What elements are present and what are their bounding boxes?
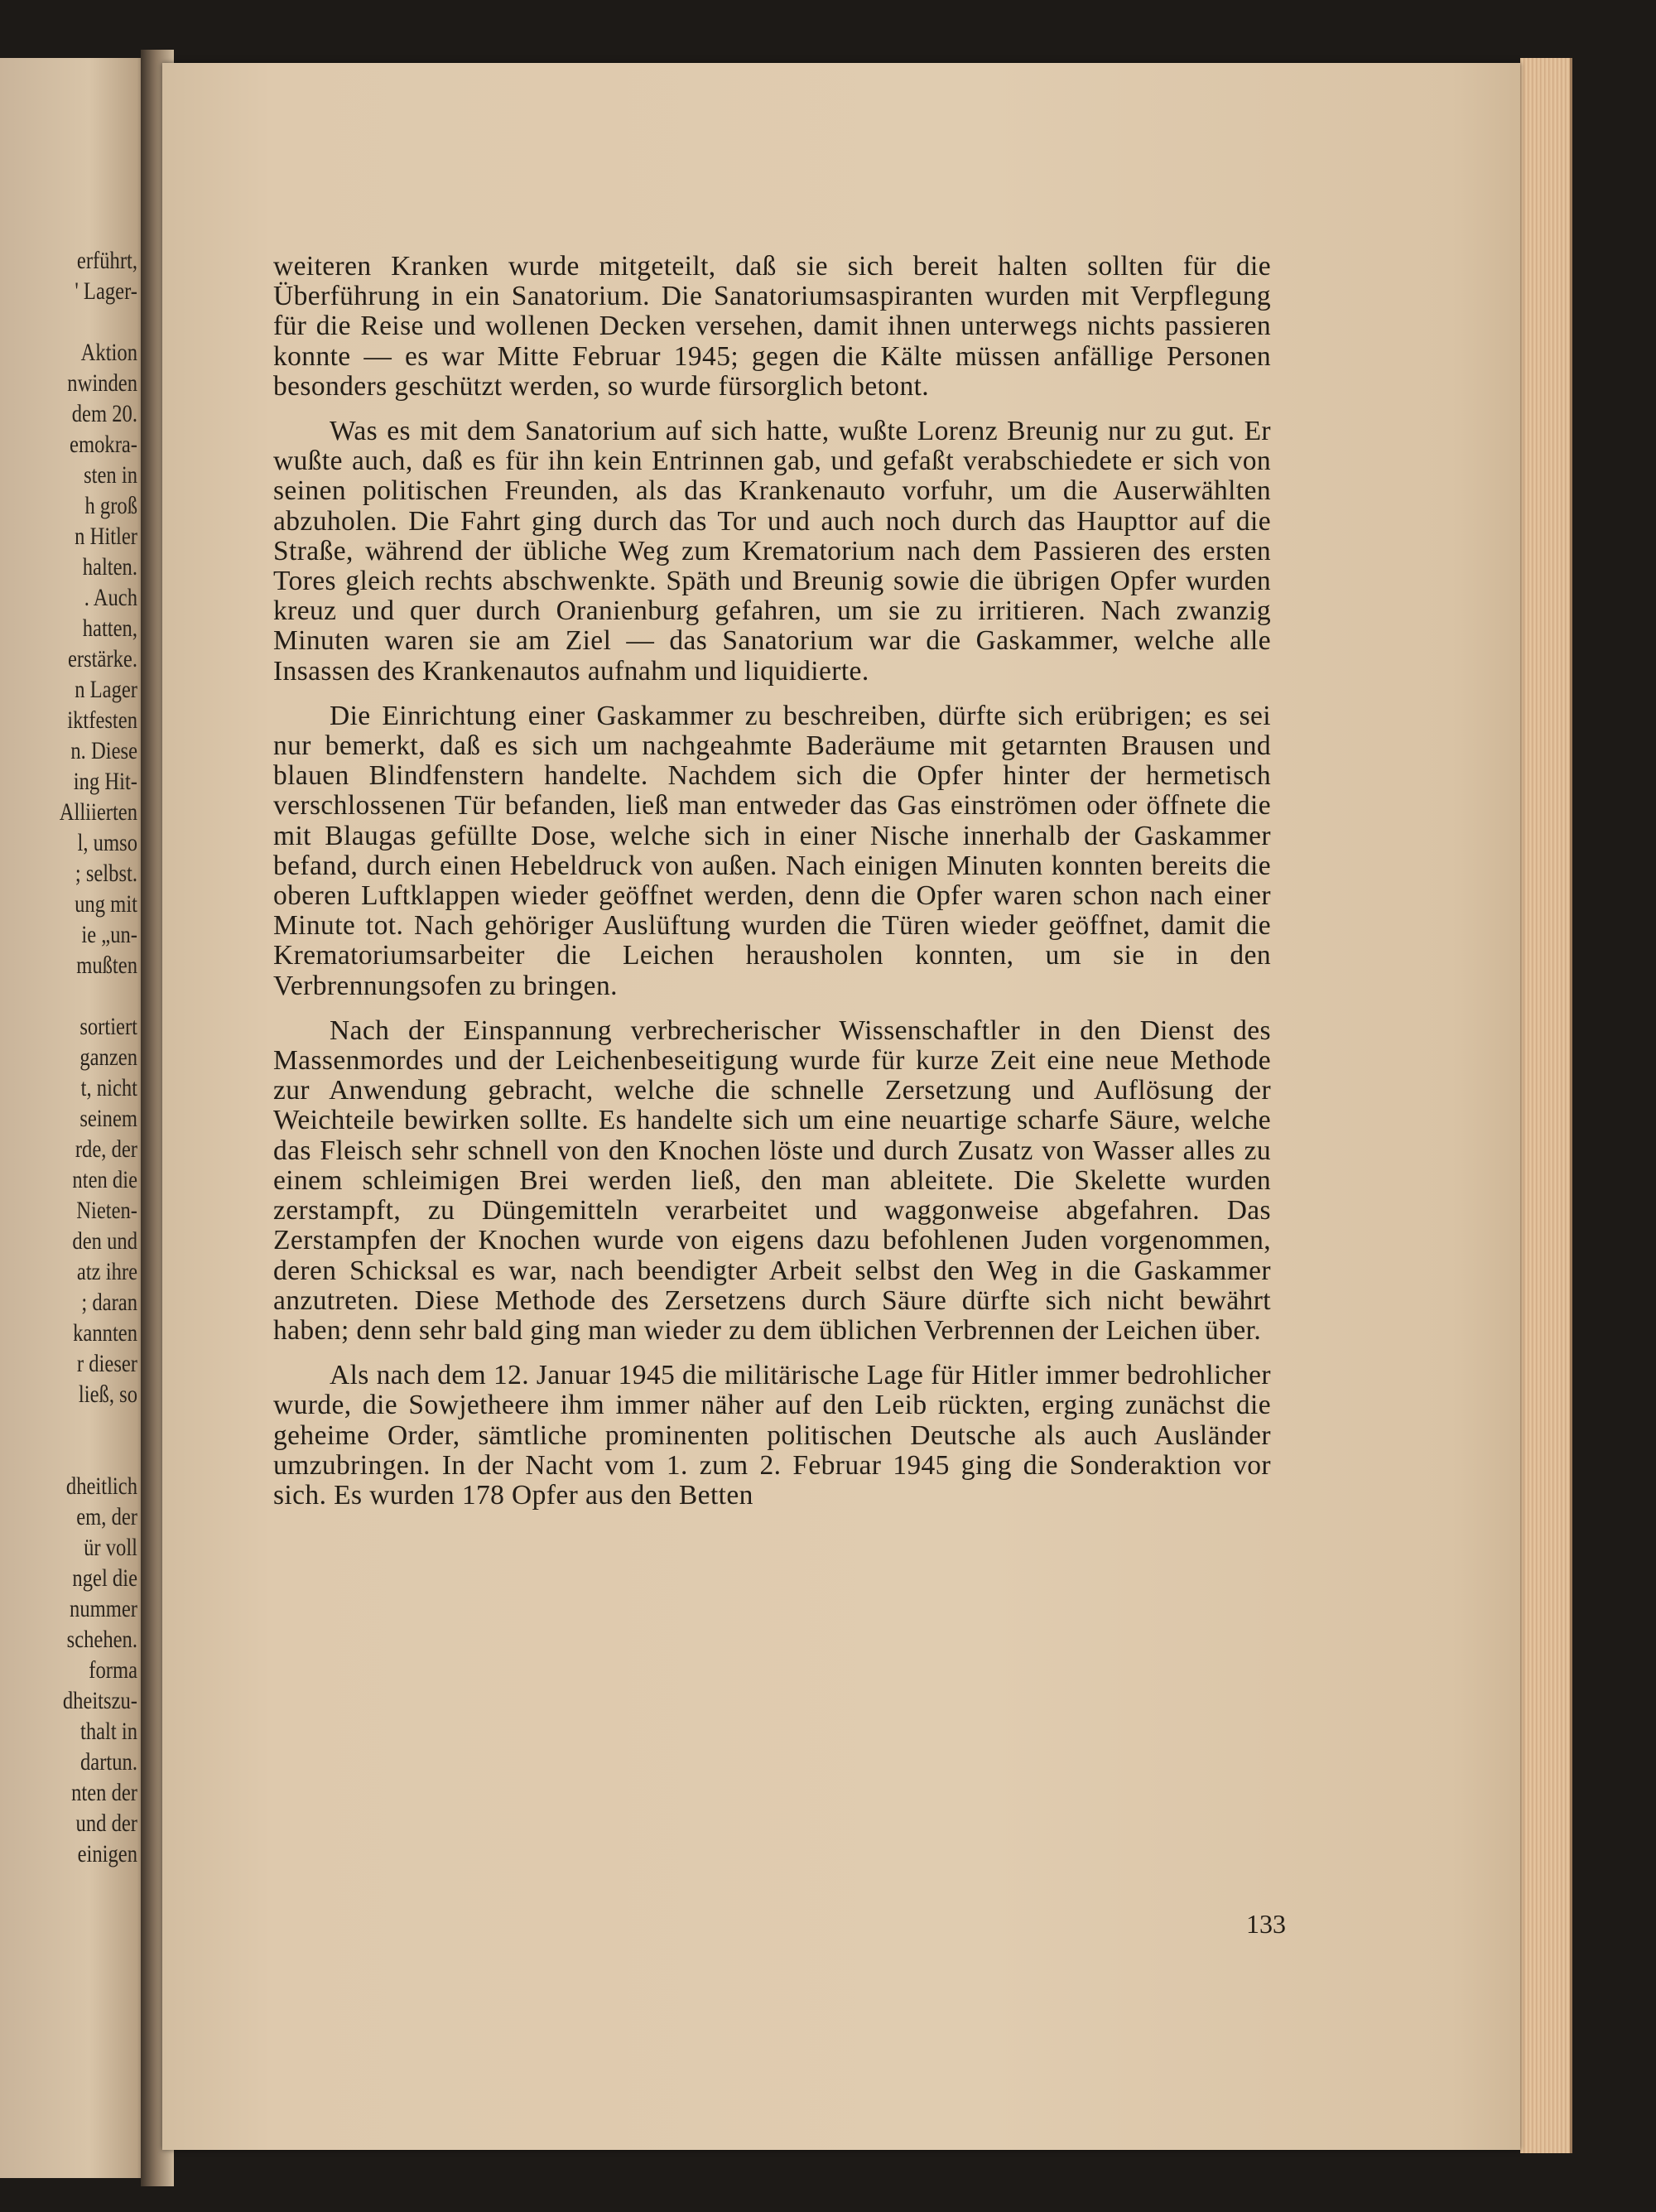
facing-page-line: h groß <box>84 492 137 519</box>
facing-page-line: ung mit <box>75 890 137 918</box>
facing-page-line: nwinden <box>67 369 137 397</box>
facing-page-line: forma <box>89 1656 137 1684</box>
facing-page-line: den und <box>72 1227 137 1255</box>
facing-page-line: t, nicht <box>80 1074 137 1101</box>
facing-page-line: . Auch <box>84 584 137 611</box>
facing-page-line: n. Diese <box>70 737 137 764</box>
facing-page-line: dheitlich <box>65 1472 137 1500</box>
facing-page-line: ließ, so <box>78 1381 137 1408</box>
facing-page-line: thalt in <box>79 1718 137 1745</box>
facing-page-line <box>29 1410 137 1440</box>
page-edges <box>1520 58 1572 2153</box>
facing-page-line: emokra- <box>70 431 137 458</box>
facing-page-line: ' Lager- <box>75 277 137 305</box>
facing-page-line <box>29 981 137 1011</box>
facing-page-line: dartun. <box>80 1748 137 1776</box>
paragraph-1: weiteren Kranken wurde mitgeteilt, daß sie sich bereit halten sollten für die Überführung in ein Sanatorium. Die Sanatoriumsaspiranten wurden mit Verpflegung für die Reise und wollenen Decken versehen, damit ihnen unterwegs nichts passieren konnte — es war Mitte Februar 1945; gegen die Kälte müssen anfällige Personen besonders geschützt werden, so wurde fürsorglich betont. <box>273 251 1271 402</box>
facing-page-line: und der <box>75 1810 137 1837</box>
facing-page-line: erführt, <box>76 247 137 274</box>
facing-page-line: seinem <box>79 1105 137 1132</box>
facing-page-line: ür voll <box>84 1534 137 1561</box>
facing-page-line: iktfesten <box>67 706 137 734</box>
facing-page-line: halten. <box>82 553 137 581</box>
facing-page-line: sten in <box>84 461 137 489</box>
facing-page-left <box>0 58 149 2178</box>
facing-page-line: sortiert <box>79 1013 137 1040</box>
facing-page-line: atz ihre <box>76 1258 137 1285</box>
facing-page-line: einigen <box>77 1840 137 1867</box>
facing-page-line: schehen. <box>66 1626 137 1653</box>
facing-page-line: l, umso <box>77 829 137 856</box>
paragraph-3: Die Einrichtung einer Gaskammer zu beschreiben, dürfte sich erübrigen; es sei nur bemerkt, daß es sich um nachgeahmte Baderäume mit getarnten Brausen und blauen Blindfenstern handelte. Nachdem sich die Opfer hinter der hermetisch verschlossenen Tür befanden, ließ man entweder das Gas einströmen oder öffnete die mit Blaugas gefüllte Dose, welche sich in einer Nische innerhalb der Gaskammer befand, durch einen Hebeldruck von außen. Nach einigen Minuten konnten bereits die oberen Luftklappen wieder geöffnet werden, denn die Opfer waren schon nach einer Minute tot. Nach gehöriger Auslüftung wurden die Türen wieder geöffnet, damit die Krematoriumsarbeiter die Leichen herausholen konnten, um sie in den Verbrennungsofen zu bringen. <box>273 700 1271 1001</box>
facing-page-line: ; daran <box>81 1289 137 1316</box>
facing-page-line: rde, der <box>75 1135 137 1163</box>
facing-page-line: ngel die <box>72 1564 137 1592</box>
facing-page-line: kannten <box>73 1319 137 1347</box>
facing-page-line: n Hitler <box>75 523 137 550</box>
facing-page-line: ing Hit- <box>73 768 137 795</box>
facing-page-line: nummer <box>70 1595 137 1622</box>
page-number: 133 <box>1246 1909 1286 1939</box>
facing-page-line: hatten, <box>82 614 137 642</box>
facing-page-line: ; selbst. <box>75 860 137 887</box>
paragraph-5: Als nach dem 12. Januar 1945 die militärische Lage für Hitler immer bedrohlicher wurde, die Sowjetheere ihm immer näher auf den Leib rückten, erging zunächst die geheime Order, sämtliche prominenten politischen Deutsche als auch Ausländer umzubringen. In der Nacht vom 1. zum 2. Februar 1945 ging die Sonderaktion vor sich. Es wurden 178 Opfer aus den Betten <box>273 1360 1271 1511</box>
facing-page-line: n Lager <box>75 676 137 703</box>
facing-page-line: nten der <box>71 1779 137 1806</box>
paragraph-4: Nach der Einspannung verbrecherischer Wissenschaftler in den Dienst des Massenmordes und der Leichenbeseitigung wurde für kurze Zeit eine neue Methode zur Anwendung gebracht, welche die schnelle Zersetzung und Auflösung der Weichteile bewirken sollte. Es handelte sich um eine neuartige scharfe Säure, welche das Fleisch sehr schnell von den Knochen löste und durch Zusatz von Wasser alles zu einem schleimigen Brei werden ließ, den man ableitete. Die Skelette wurden zerstampft, zu Düngemitteln verarbeitet und waggonweise abgefahren. Das Zerstampfen der Knochen wurde von eigens dazu befohlenen Juden vorgenommen, deren Schicksal es war, nach beendigter Arbeit selbst den Weg in die Gaskammer anzutreten. Diese Methode des Zersetzens durch Säure dürfte sich nicht bewährt haben; denn sehr bald ging man wieder zu dem üblichen Verbrennen der Leichen über. <box>273 1014 1271 1346</box>
facing-page-line: ie „un- <box>81 921 137 948</box>
facing-page-line: dheitszu- <box>62 1687 137 1714</box>
facing-page-line <box>29 306 137 337</box>
facing-page-line: mußten <box>76 952 137 979</box>
facing-page-line: Aktion <box>80 339 137 366</box>
facing-page-text <box>29 245 137 1869</box>
paragraph-2: Was es mit dem Sanatorium auf sich hatte, wußte Lorenz Breunig nur zu gut. Er wußte auch, daß es für ihn kein Entrinnen gab, und gefaßt verabschiedete er sich von seinen politischen Freunden, als das Krankenauto vorfuhr, um die Auserwählten abzuholen. Die Fahrt ging durch das Tor und auch noch durch das Haupttor auf die Straße, während der übliche Weg zum Krematorium nach dem Passieren des ersten Tores gleich rechts abschwenkte. Späth und Breunig sowie die übrigen Opfer wurden kreuz und quer durch Oranienburg gefahren, um sie zu irritieren. Nach zwanzig Minuten waren sie am Ziel — das Sanatorium war die Gaskammer, welche alle Insassen des Krankenautos aufnahm und liquidierte. <box>273 416 1271 687</box>
facing-page-line: r dieser <box>76 1350 137 1377</box>
facing-page-line: nten die <box>72 1166 137 1193</box>
facing-page-line: Nieten- <box>76 1197 137 1224</box>
facing-page-line: ganzen <box>79 1043 137 1071</box>
facing-page-line: em, der <box>76 1503 137 1530</box>
facing-page-line: erstärke. <box>68 645 137 672</box>
facing-page-line: Alliierten <box>59 798 137 826</box>
page-body-text <box>273 252 1271 1525</box>
facing-page-line: dem 20. <box>71 400 137 427</box>
facing-page-line <box>29 1440 137 1471</box>
